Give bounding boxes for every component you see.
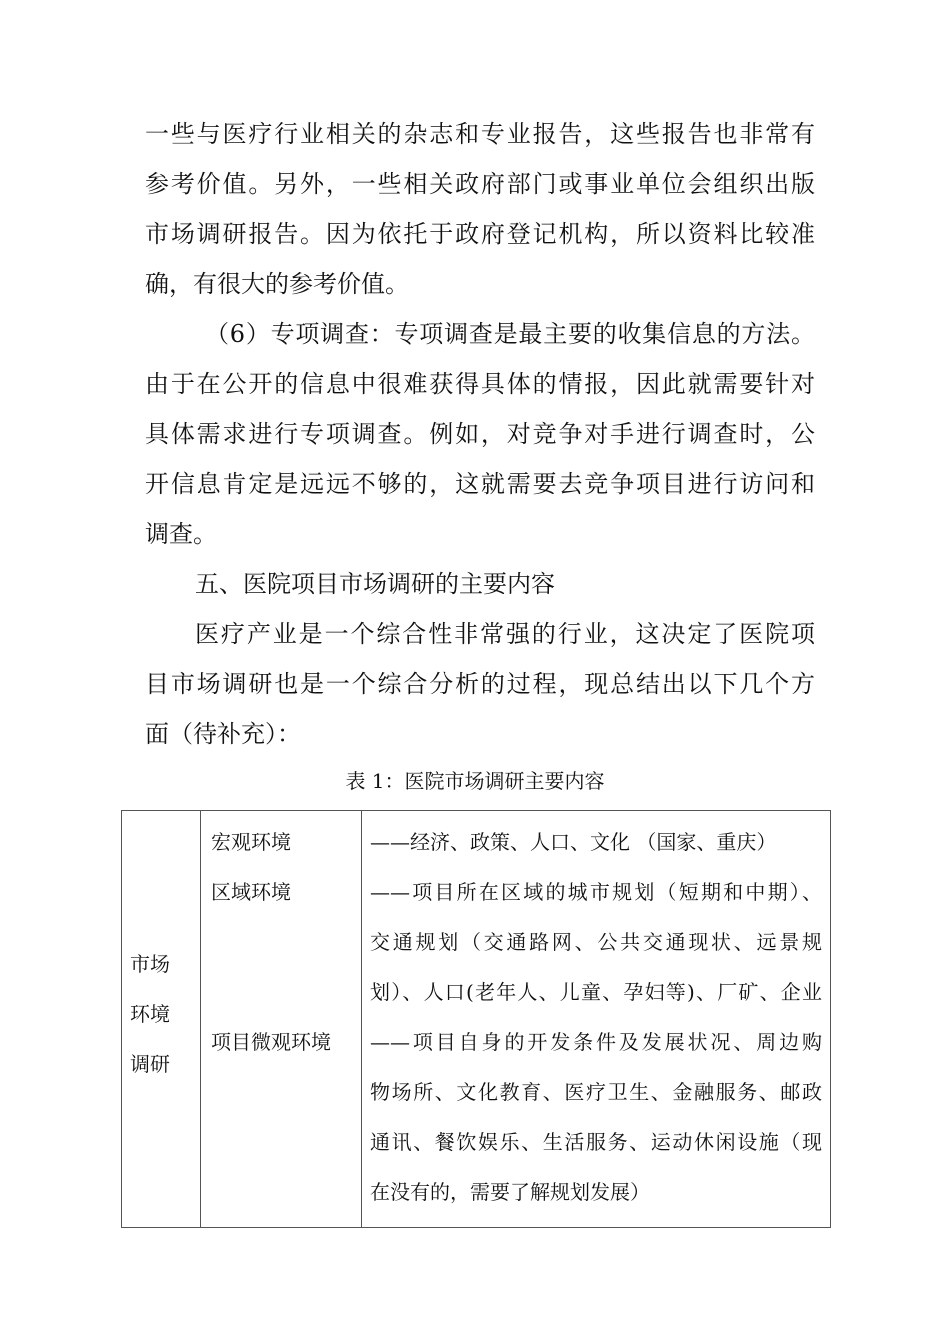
paragraph-line: 一些与医疗行业相关的杂志和专业报告，这些报告也非常有: [145, 120, 815, 148]
paragraph-line: 开信息肯定是远远不够的，这就需要去竞争项目进行访问和: [145, 470, 815, 498]
detail-line: 交通规划（交通路网、公共交通现状、远景规: [370, 930, 822, 954]
section-heading: 五、医院项目市场调研的主要内容: [195, 570, 555, 598]
paragraph-line: 确，有很大的参考价值。: [145, 270, 409, 298]
table-row: [122, 811, 831, 1228]
detail-line: ——项目所在区域的城市规划（短期和中期）、: [370, 880, 822, 904]
paragraph-line: （6）专项调查：专项调查是最主要的收集信息的方法。: [205, 320, 815, 348]
category-line: 市场: [130, 952, 170, 976]
paragraph-line: 目市场调研也是一个综合分析的过程，现总结出以下几个方: [145, 670, 815, 698]
detail-line: 在没有的，需要了解规划发展）: [370, 1180, 650, 1204]
detail-line: 通讯、餐饮娱乐、生活服务、运动休闲设施（现: [370, 1130, 822, 1154]
paragraph-line: 调查。: [145, 520, 217, 548]
category-cell: [122, 811, 201, 1228]
subcategory-spacer: [211, 917, 353, 967]
category-line: 环境: [130, 1002, 170, 1026]
subcategory-line: 项目微观环境: [211, 1030, 331, 1054]
paragraph-line: 具体需求进行专项调查。例如，对竞争对手进行调查时，公: [145, 420, 815, 448]
subcategory-line: 区域环境: [211, 880, 291, 904]
paragraph-line: 面（待补充）：: [145, 720, 301, 748]
paragraph-line: 医疗产业是一个综合性非常强的行业，这决定了医院项: [195, 620, 815, 648]
table-caption: 表 1：医院市场调研主要内容: [345, 769, 605, 793]
subcategory-cell: [201, 811, 362, 1228]
research-content-table: [121, 810, 831, 1228]
category-line: 调研: [130, 1052, 170, 1076]
paragraph-line: 市场调研报告。因为依托于政府登记机构，所以资料比较准: [145, 220, 815, 248]
subcategory-spacer: [211, 967, 353, 1017]
detail-line: ——经济、政策、人口、文化 （国家、重庆）: [370, 830, 777, 854]
detail-line: 划）、人口(老年人、儿童、孕妇等)、厂矿、企业: [370, 980, 822, 1004]
paragraph-line: 参考价值。另外，一些相关政府部门或事业单位会组织出版: [145, 170, 815, 198]
detail-line: 物场所、文化教育、医疗卫生、金融服务、邮政: [370, 1080, 822, 1104]
detail-cell: [362, 811, 831, 1228]
paragraph-line: 由于在公开的信息中很难获得具体的情报，因此就需要针对: [145, 370, 815, 398]
subcategory-line: 宏观环境: [211, 830, 291, 854]
detail-line: ——项目自身的开发条件及发展状况、周边购: [370, 1030, 822, 1054]
